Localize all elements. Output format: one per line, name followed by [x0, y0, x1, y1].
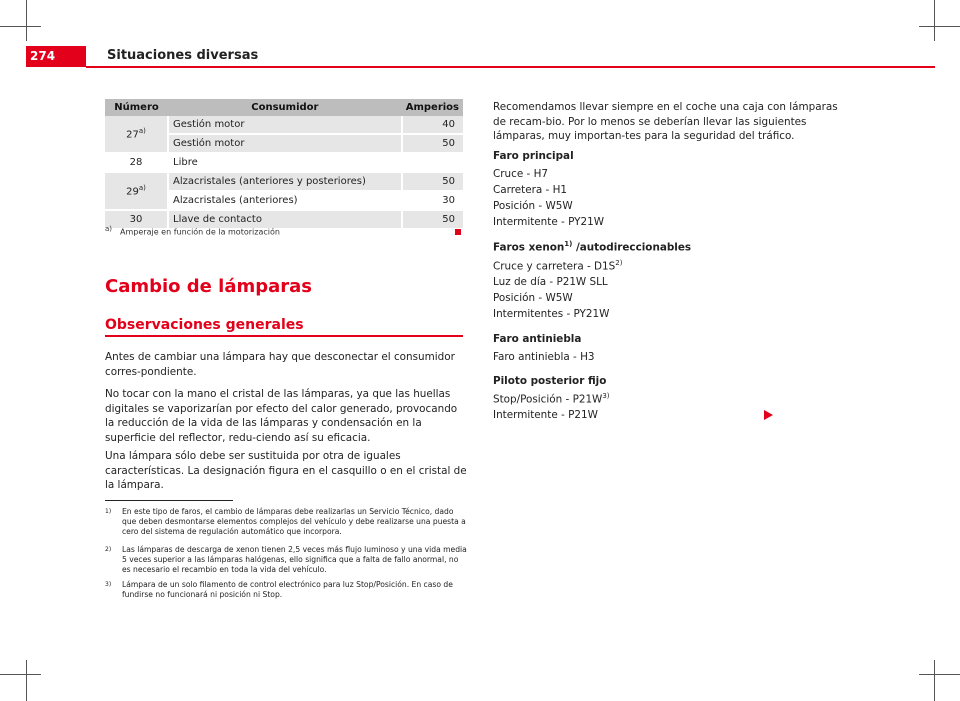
end-marker-icon [455, 229, 461, 235]
paragraph: No tocar con la mano el cristal de las lámparas, ya que las huellas digitales se vaporizarían por efecto del calor generado, provocando la reducción de la vida de las lámparas y condensación en la superficie del reflector, redu-ciendo así su eficacia. [105, 388, 458, 444]
consumer-cell: Alzacristales (anteriores) [168, 191, 402, 210]
lamp-item: Intermitente - PY21W [493, 216, 604, 228]
consumer-cell: Gestión motor [168, 134, 402, 153]
amps-cell: 50 [402, 210, 463, 229]
lamp-item: Intermitentes - PY21W [493, 308, 610, 320]
continue-arrow-icon [764, 410, 773, 420]
piloto-heading: Piloto posterior fijo [493, 375, 607, 387]
consumer-cell: Gestión motor [168, 116, 402, 134]
lamp-item: Cruce y carretera - $D1S^{2)}$ [493, 259, 623, 273]
column-header: Amperios [402, 99, 463, 116]
lamp-item: Posición - W5W [493, 292, 573, 304]
table-row [105, 153, 463, 172]
amps-cell [402, 153, 463, 172]
faros-xenon-heading: Faros xenon$^{1)}$ /autodireccionables [493, 240, 692, 254]
lamp-item: Intermitente - P21W [493, 409, 598, 421]
section-title: Cambio de lámparas [105, 276, 312, 297]
crop-mark [0, 26, 41, 27]
crop-mark [26, 0, 27, 41]
table-footnote: $^{a)}$ Amperaje en función de la motorización [105, 225, 280, 237]
crop-mark [919, 26, 960, 27]
column-header: Consumidor [168, 99, 402, 116]
paragraph: Antes de cambiar una lámpara hay que desconectar el consumidor corres-pondiente. [105, 351, 455, 378]
crop-mark [934, 0, 935, 41]
header-rule [86, 66, 935, 68]
intro-paragraph: Recomendamos llevar siempre en el coche una caja con lámparas de recam-bio. Por lo menos se deberían llevar las siguientes lámparas, muy importan-tes para la seguridad del tráfico. [493, 101, 838, 142]
crop-mark [934, 660, 935, 701]
table-header-row [105, 99, 463, 116]
lamp-item: Carretera - H1 [493, 184, 568, 196]
faro-principal-heading: Faro principal [493, 150, 574, 162]
fuse-number: 28 [105, 153, 168, 172]
fuse-number: 29$^{a)}$ [105, 172, 168, 210]
consumer-cell: Llave de contacto [168, 210, 402, 229]
fuse-number: 27$^{a)}$ [105, 116, 168, 153]
crop-mark [919, 674, 960, 675]
lamp-item: Faro antiniebla - H3 [493, 351, 595, 363]
crop-mark [26, 660, 27, 701]
amps-cell: 40 [402, 116, 463, 134]
consumer-cell: Libre [168, 153, 402, 172]
table-row [105, 116, 463, 134]
subtitle-rule [105, 335, 463, 337]
paragraph: Una lámpara sólo debe ser sustituida por otra de iguales características. La designación figura en el casquillo o en el cristal de la lámpara. [105, 450, 467, 491]
amps-cell: 50 [402, 134, 463, 153]
consumer-cell: Alzacristales (anteriores y posteriores) [168, 172, 402, 191]
fuse-number: 30 [105, 210, 168, 229]
antiniebla-heading: Faro antiniebla [493, 333, 582, 345]
page-number: 274 [26, 46, 86, 67]
fuse-table [105, 99, 463, 230]
table-row [105, 172, 463, 191]
footnote-rule [105, 500, 233, 501]
crop-mark [0, 674, 41, 675]
lamp-item: Cruce - H7 [493, 168, 548, 180]
lamp-item: Luz de día - P21W SLL [493, 276, 608, 288]
lamp-item: Posición - W5W [493, 200, 573, 212]
amps-cell: 30 [402, 191, 463, 210]
lamp-item: Stop/Posición - $P21W^{3)}$ [493, 392, 610, 406]
section-subtitle: Observaciones generales [105, 317, 304, 333]
amps-cell: 50 [402, 172, 463, 191]
column-header: Número [105, 99, 168, 116]
page-title: Situaciones diversas [107, 48, 259, 63]
